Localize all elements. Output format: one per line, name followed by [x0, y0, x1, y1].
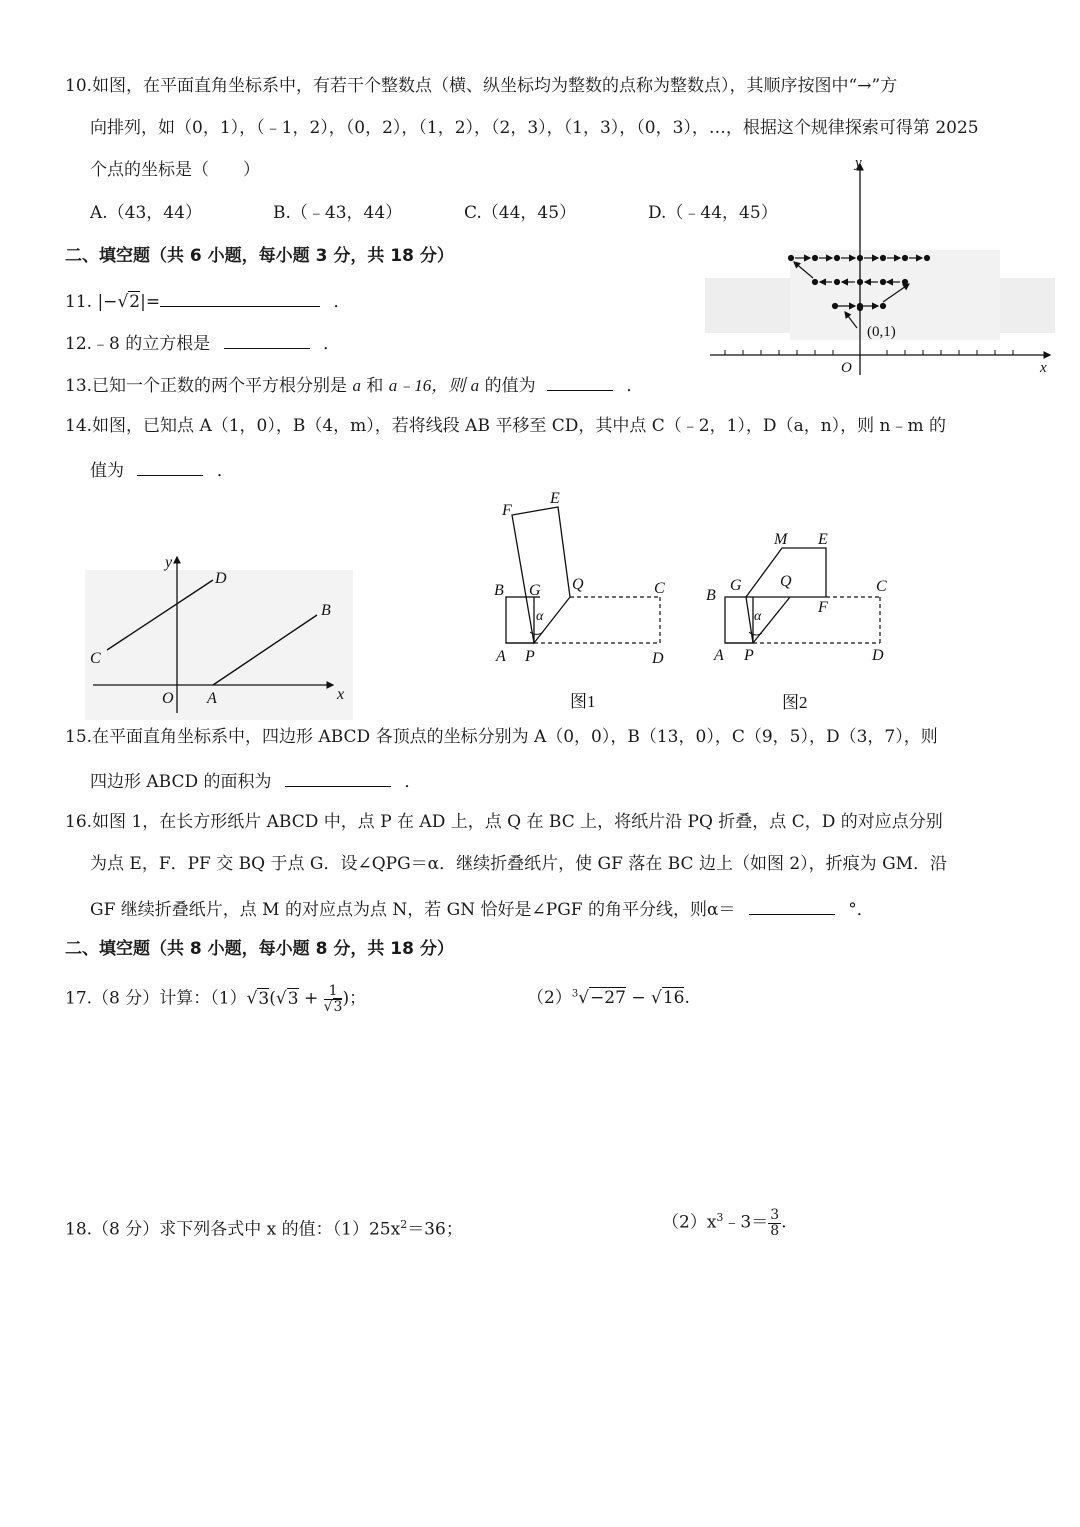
fig1-label-d: D: [652, 650, 664, 667]
q12-text: 12.﹣8 的立方根是: [65, 334, 211, 354]
q14-end: ．: [216, 461, 234, 481]
q16-line3: [90, 899, 874, 919]
q10-option-a[interactable]: A.（43，44）: [90, 203, 202, 223]
fig2-label-alpha: α: [754, 609, 762, 624]
q10-x-label: x: [1040, 360, 1047, 376]
fig1-label-f: F: [502, 502, 512, 519]
q14-answer-blank[interactable]: [137, 460, 203, 476]
q10-line2: 向排列，如（0，1），（﹣1，2），（0，2），（1，2），（2，3），（1，3），（0，3），…，根据这个规律探索可得第 2025: [90, 118, 979, 138]
q18-eq1: ＝36；: [407, 1219, 463, 1240]
q14-label-d: D: [215, 570, 227, 587]
q16-answer-blank[interactable]: [749, 899, 835, 915]
q18-fraction: [768, 1208, 781, 1238]
q15-line2-prefix: 四边形 ABCD 的面积为: [90, 772, 272, 792]
q18-frac-num: 3: [770, 1207, 780, 1223]
fig2-label-d: D: [872, 647, 884, 664]
q17-part1-fraction: $\frac{1}{√3}$: [323, 983, 343, 1015]
q12: [65, 333, 340, 353]
fig2-label-c: C: [876, 578, 887, 595]
q16-line2: 为点 E，F．PF 交 BQ 于点 G．设∠QPG＝α．继续折叠纸片，使 GF 落在 BC 边上（如图 2），折痕为 GM．沿: [90, 854, 948, 874]
q17-frac-den: 3: [333, 998, 343, 1015]
q17-part2: $(2)^3√-27 - √16$.: [527, 988, 690, 1008]
fig1-label-c: C: [654, 580, 665, 597]
q18-prefix: 18.（8 分）求下列各式中 x 的值：（1）25x: [65, 1219, 401, 1240]
q17-part1-radicand-a: 3: [258, 988, 270, 1009]
q17-part2-end: .: [684, 988, 690, 1008]
q11-expr-prefix: |−: [97, 292, 118, 312]
q13-answer-blank[interactable]: [547, 375, 613, 391]
q14-figure: [85, 545, 365, 720]
fig2-label-b: B: [706, 587, 716, 604]
q17-part2-radicand-2: 16: [662, 988, 685, 1008]
q18-end: .: [781, 1212, 787, 1233]
q17-prefix: 17.（8 分）计算：（1）: [65, 988, 247, 1009]
fig1-caption: 图1: [570, 692, 596, 711]
q12-answer-blank[interactable]: [224, 333, 310, 349]
fig1-label-p: P: [525, 648, 535, 665]
section-heading-solve: 二、填空题（共 8 小题，每小题 8 分，共 18 分）: [65, 939, 454, 959]
q13-expr: a﹣16，则: [388, 376, 466, 395]
fig2-label-f: F: [818, 599, 828, 616]
fig1-label-b: B: [494, 582, 504, 599]
q10-origin-label: O: [841, 360, 852, 376]
q13-var-a: a: [352, 376, 361, 395]
fig2-caption: 图2: [782, 693, 808, 712]
q11: 11. |−√2|= ．: [65, 292, 351, 312]
q13: [65, 375, 643, 395]
fig2-label-a: A: [714, 647, 724, 664]
q18-exp2: 3: [716, 1211, 724, 1225]
q18-eq2: ﹣3＝: [723, 1212, 769, 1233]
q15-line2: [90, 771, 421, 791]
q18-part2: [662, 1208, 787, 1238]
q17-root-index: 3: [571, 988, 579, 1000]
q17-part1: 17.（8 分）计算：（1）√3(√3 + $\frac{1}{√3}$ )；: [65, 983, 367, 1015]
q14-label-x: x: [337, 686, 345, 703]
q18-exp1: 2: [400, 1218, 408, 1231]
q18-frac-den: 8: [770, 1222, 780, 1239]
q16-line1: 16.如图 1，在长方形纸片 ABCD 中，点 P 在 AD 上，点 Q 在 BC 上，将纸片沿 PQ 折叠，点 C，D 的对应点分别: [65, 812, 943, 832]
fig2-label-m: M: [774, 531, 788, 548]
q10-figure: [705, 150, 1065, 380]
fig1-label-a: A: [496, 648, 506, 665]
q14-line2: [90, 460, 234, 480]
q15-line1: 15.在平面直角坐标系中，四边形 ABCD 各顶点的坐标分别为 A（0，0），B（13，0），C（9，5），D（3，7），则: [65, 727, 938, 747]
fig1-label-g: G: [529, 582, 541, 599]
q11-number: 11.: [65, 292, 93, 312]
fig1-label-q: Q: [572, 576, 584, 593]
q14-label-a: A: [207, 690, 217, 707]
q14-label-b: B: [321, 602, 331, 619]
fig1-label-e: E: [550, 490, 560, 507]
q10-option-b[interactable]: B.（﹣43，44）: [273, 203, 403, 223]
q10-y-label: y: [855, 155, 862, 171]
q11-expr-suffix: |=: [140, 292, 161, 312]
q13-prefix: 13.已知一个正数的两个平方根分别是: [65, 376, 348, 396]
fig1-label-alpha: α: [536, 609, 544, 624]
q16-end: °．: [848, 900, 874, 920]
q10-line1: 10.如图，在平面直角坐标系中，有若干个整数点（横、纵坐标均为整数的点称为整数点），其顺序按图中“→”方: [65, 76, 898, 96]
q17-part2-prefix: （2）: [527, 988, 572, 1008]
q13-end: ．: [626, 376, 644, 396]
q16-figure-1: [488, 485, 683, 715]
q14-label-o: O: [162, 690, 174, 707]
q17-frac-num: 1: [324, 984, 343, 1000]
q16-figure-2: [700, 520, 900, 720]
q10-option-d[interactable]: D.（﹣44，45）: [648, 203, 778, 223]
fig2-label-e: E: [818, 531, 828, 548]
q17-part1-radicand-b: 3: [287, 988, 299, 1009]
q14-label-c: C: [90, 650, 101, 667]
q17-part2-radicand-1: −27: [590, 988, 626, 1008]
q12-end: ．: [323, 334, 341, 354]
q10-line3: 个点的坐标是（ ）: [90, 160, 260, 180]
q16-line3-prefix: GF 继续折叠纸片，点 M 的对应点为点 N，若 GN 恰好是∠PGF 的角平分线，则α＝: [90, 900, 736, 920]
q11-answer-blank[interactable]: [160, 291, 320, 307]
section-heading-fill-blank: 二、填空题（共 6 小题，每小题 3 分，共 18 分）: [65, 246, 454, 266]
q18-part2-prefix: （2）x: [662, 1212, 717, 1233]
q10-option-c[interactable]: C.（44，45）: [464, 203, 577, 223]
q14-label-y: y: [165, 554, 173, 571]
q14-line1: 14.如图，已知点 A（1，0），B（4，m），若将线段 AB 平移至 CD，其中点 C（﹣2，1），D（a，n），则 n﹣m 的: [65, 416, 947, 436]
q13-mid: 和: [366, 376, 384, 396]
fig2-label-g: G: [730, 577, 742, 594]
q13-var-a-2: a: [470, 376, 480, 395]
q15-end: ．: [404, 772, 422, 792]
q14-line2-prefix: 值为: [90, 461, 124, 481]
fig2-label-p: P: [744, 647, 754, 664]
q11-end: ．: [333, 292, 351, 312]
q17-part1-end: ；: [349, 988, 367, 1009]
q10-point-label: (0,1): [867, 324, 896, 340]
q11-radicand: 2: [129, 292, 141, 312]
q13-suffix: 的值为: [484, 376, 536, 396]
q18-part1: [65, 1218, 463, 1240]
fig2-label-q: Q: [780, 573, 792, 590]
q15-answer-blank[interactable]: [285, 771, 391, 787]
